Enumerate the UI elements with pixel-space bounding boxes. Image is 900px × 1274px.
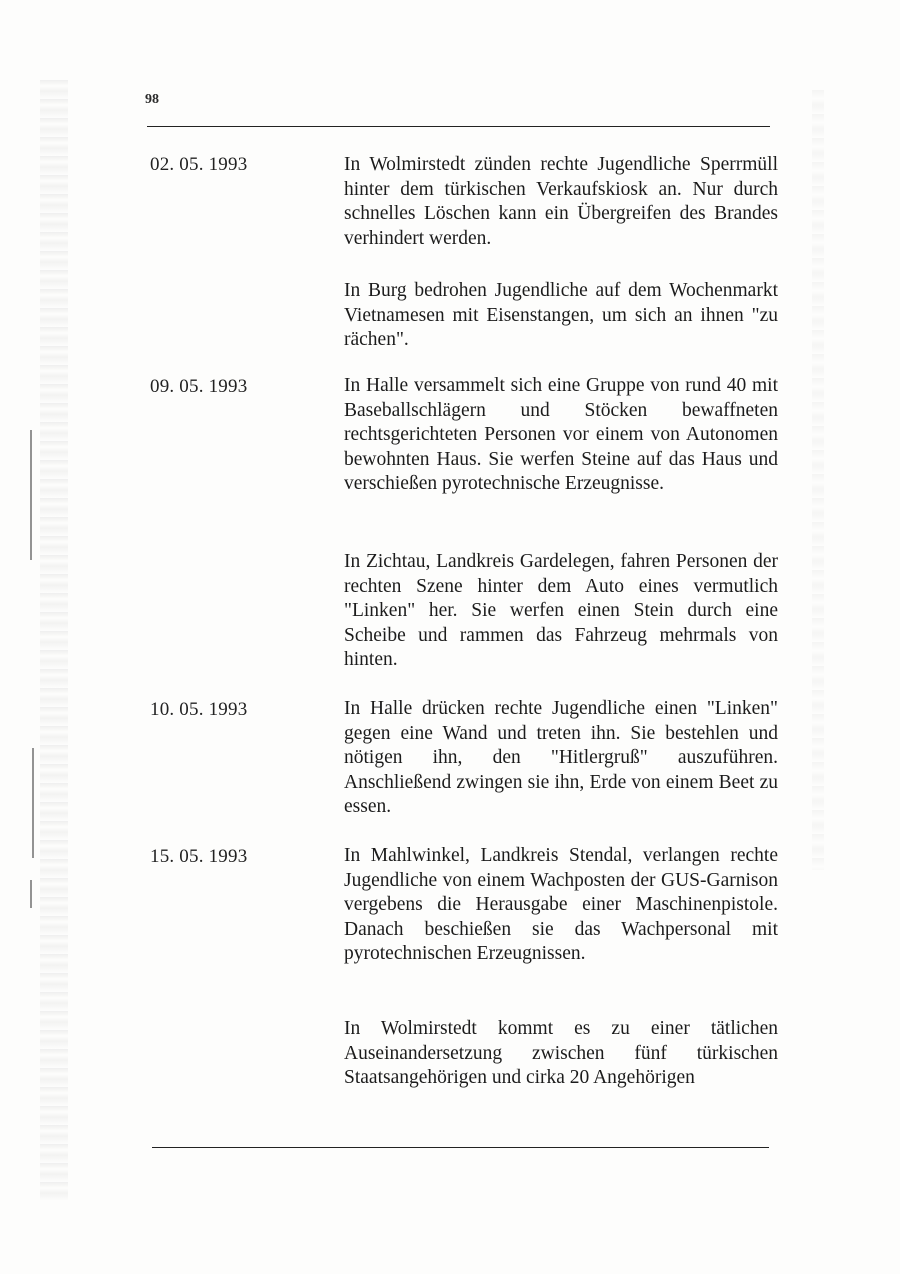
scan-edge-artifact-right [812, 90, 824, 870]
entry-date: 09. 05. 1993 [150, 376, 248, 397]
entry-paragraph: In Wolmirstedt kommt es zu einer tätlichen Auseinandersetzung zwischen fünf türkischen Staatsangehörigen und cirka 20 Angehörigen [344, 1018, 778, 1089]
entry-paragraph: In Halle versammelt sich eine Gruppe von rund 40 mit Baseballschlägern und Stöcken bewaffneten rechtsgerichteten Personen vor einem von Autonomen bewohnten Haus. Sie werfen Steine auf das Haus und verschießen pyrotechnische Erzeugnisse. [344, 375, 778, 495]
entry-paragraph: In Mahlwinkel, Landkreis Stendal, verlangen rechte Jugendliche von einem Wachposten der GUS-Garnison vergebens die Herausgabe einer Maschinenpistole. Danach beschießen sie das Wachpersonal mit pyrotechnischen Erzeugnissen. [344, 845, 778, 965]
scan-edge-artifact [40, 80, 68, 1200]
entry-paragraph: In Burg bedrohen Jugendliche auf dem Wochenmarkt Vietnamesen mit Eisenstangen, um sich an ihnen "zu rächen". [344, 280, 778, 351]
footer-rule [152, 1147, 769, 1148]
scan-edge-mark [30, 880, 32, 908]
entry-paragraph: In Halle drücken rechte Jugendliche einen "Linken" gegen eine Wand und treten ihn. Sie bestehlen und nötigen ihn, den "Hitlergruß" auszuführen. Anschließend zwingen sie ihn, Erde von einem Beet zu essen. [344, 698, 778, 818]
page-number: 98 [145, 92, 159, 107]
header-rule [147, 126, 770, 127]
entry-date: 02. 05. 1993 [150, 154, 248, 175]
entry-date: 15. 05. 1993 [150, 846, 248, 867]
entry-paragraph: In Wolmirstedt zünden rechte Jugendliche Sperrmüll hinter dem türkischen Verkaufskiosk an. Nur durch schnelles Löschen kann ein Übergreifen des Brandes verhindert werden. [344, 154, 778, 249]
scan-edge-mark [32, 748, 34, 858]
entry-date: 10. 05. 1993 [150, 699, 248, 720]
scan-edge-mark [30, 430, 32, 560]
entry-paragraph: In Zichtau, Landkreis Gardelegen, fahren Personen der rechten Szene hinter dem Auto eines vermutlich "Linken" her. Sie werfen einen Stein durch eine Scheibe und rammen das Fahrzeug mehrmals von hinten. [344, 551, 778, 671]
